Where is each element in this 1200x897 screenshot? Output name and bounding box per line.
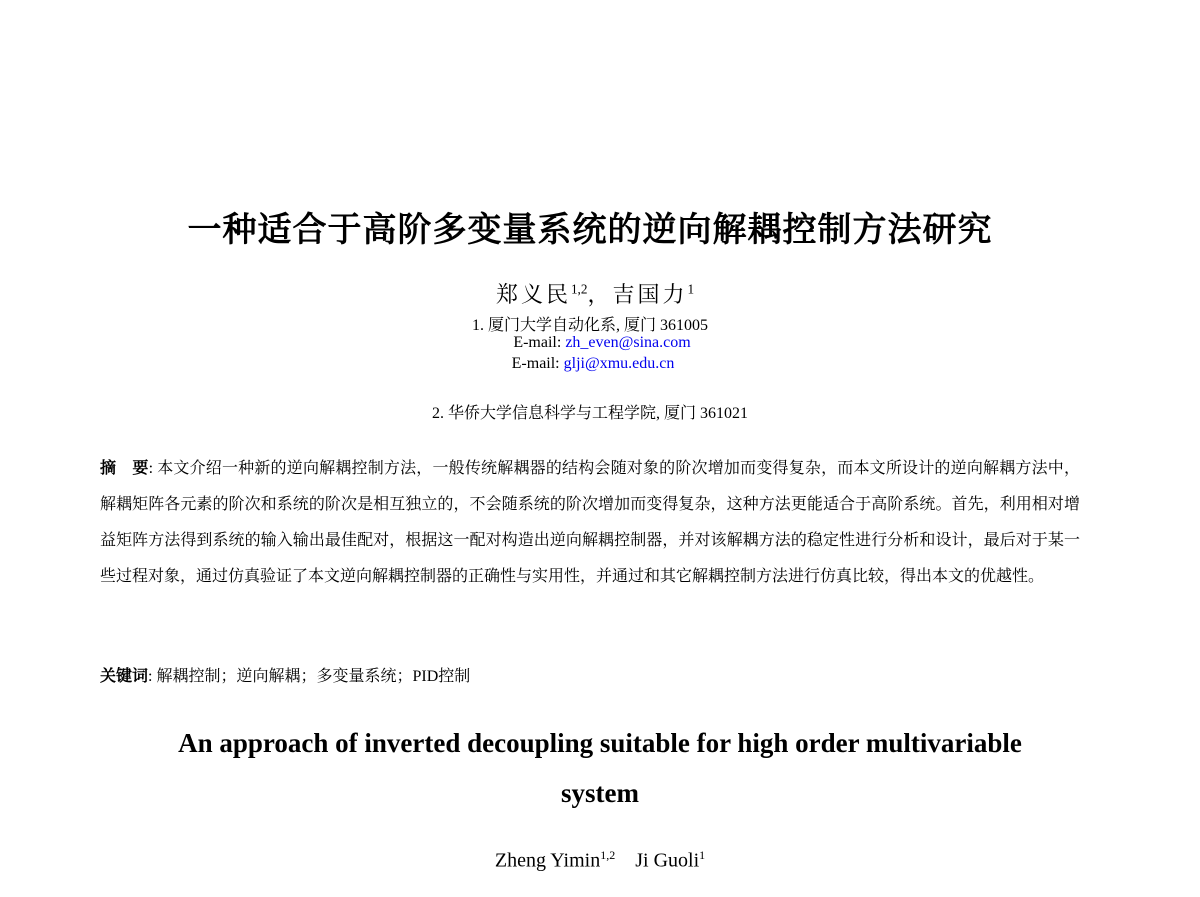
author-zheng-en-affiliation-mark: 1,2: [600, 848, 616, 862]
keywords-label: 关键词: [100, 666, 149, 685]
author-zheng-affiliation-mark: 1,2: [570, 281, 588, 297]
email-link-zheng[interactable]: zh_even@sina.com: [565, 334, 691, 351]
author-separator: ，: [587, 282, 613, 307]
author-ji-en: Ji Guoli: [635, 849, 700, 872]
keywords-colon: :: [148, 668, 157, 685]
email-label: E-mail:: [511, 355, 564, 372]
email-link-ji[interactable]: glji@xmu.edu.cn: [563, 355, 675, 372]
abstract-text: 本文介绍一种新的逆向解耦控制方法，一般传统解耦器的结构会随对象的阶次增加而变得复杂，而本文所设计的逆向解耦方法中，解耦矩阵各元素的阶次和系统的阶次是相互独立的，不会随系统的阶次增加而变得复杂，这种方法更能适合于高阶系统。首先，利用相对增益矩阵方法得到系统的输入输出最佳配对，根据这一配对构造出逆向解耦控制器，并对该解耦方法的稳定性进行分析和设计，最后对于某一些过程对象，通过仿真验证了本文逆向解耦控制器的正确性与实用性，并通过和其它解耦控制方法进行仿真比较，得出本文的优越性。: [100, 460, 1080, 585]
author-ji-affiliation-mark: 1: [687, 281, 695, 297]
english-title: An approach of inverted decoupling suitable for high order multivariable system: [178, 728, 1022, 808]
abstract-colon: :: [148, 460, 158, 477]
keywords-line: [100, 663, 1080, 686]
keywords-text: 解耦控制；逆向解耦；多变量系统；PID控制: [156, 668, 471, 685]
abstract-label: 摘 要: [100, 458, 149, 477]
email-label: E-mail:: [513, 334, 566, 351]
author-zheng-en: Zheng Yimin: [494, 849, 601, 872]
email-line-zheng: [0, 334, 1200, 352]
chinese-title: 一种适合于高阶多变量系统的逆向解耦控制方法研究: [187, 210, 993, 250]
author-zheng-cn: 郑义民: [495, 282, 571, 307]
chinese-authors: [0, 278, 1190, 309]
author-ji-en-affiliation-mark: 1: [699, 848, 706, 862]
author-ji-cn: 吉国力: [612, 282, 688, 307]
abstract-paragraph: [100, 450, 1080, 595]
affiliation-hqu: 2. 华侨大学信息科学与工程学院, 厦门 361021: [431, 405, 748, 422]
email-line-ji: [0, 355, 1186, 373]
english-authors: [0, 848, 1200, 873]
affiliation-xmu: 1. 厦门大学自动化系, 厦门 361005: [471, 317, 708, 334]
